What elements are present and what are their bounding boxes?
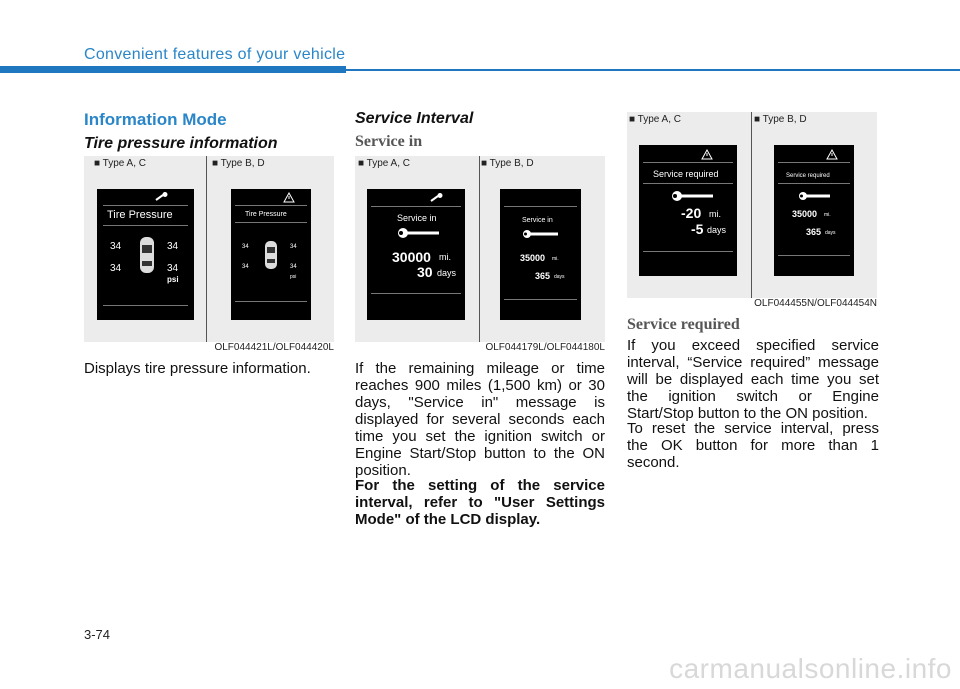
figure-divider: [751, 112, 752, 298]
pressure-unit: psi: [167, 275, 179, 284]
figure-caption: OLF044421L/OLF044420L: [214, 342, 334, 353]
figure-divider: [479, 156, 480, 342]
tire-rr-value: 34: [290, 264, 297, 270]
screen-title: Tire Pressure: [107, 209, 173, 221]
tire-fr-value: 34: [167, 241, 179, 252]
pressure-unit: psi: [290, 274, 297, 280]
service-in-heading: Service in: [355, 133, 423, 150]
service-miles-unit: mi.: [439, 252, 451, 262]
tire-pressure-figure: [84, 156, 334, 342]
service-days-unit: days: [437, 268, 457, 278]
tire-fl-value: 34: [110, 241, 122, 252]
wrench-icon: [430, 193, 444, 203]
information-mode-heading: Information Mode: [84, 110, 227, 129]
service-required-heading: Service required: [627, 316, 740, 333]
warning-triangle-icon: [826, 149, 838, 160]
type-bd-label: ■ Type B, D: [481, 158, 534, 169]
type-ac-label: ■ Type A, C: [629, 114, 681, 125]
tire-fr-value: 34: [290, 244, 297, 250]
service-miles-unit: mi.: [552, 256, 559, 262]
service-required-screen-bd: [774, 145, 854, 276]
service-days-value: 365: [806, 227, 822, 237]
service-days-unit: days: [554, 274, 565, 280]
service-days-value: 365: [535, 271, 551, 281]
service-required-figure: [627, 112, 877, 298]
service-miles-unit: mi.: [709, 209, 721, 219]
tire-rr-value: 34: [167, 263, 179, 274]
service-miles-unit: mi.: [824, 212, 831, 218]
screen-title: Service required: [786, 173, 830, 179]
figure-caption: OLF044455N/OLF044454N: [754, 298, 877, 309]
service-in-screen-ac: [367, 189, 465, 320]
service-miles-value: -20: [681, 205, 702, 221]
type-ac-label: ■ Type A, C: [94, 158, 146, 169]
wrench-icon: [522, 229, 560, 239]
page-number: 3-74: [84, 627, 111, 642]
tire-pressure-description: Displays tire pressure information.: [84, 360, 311, 377]
screen-title: Service required: [653, 169, 719, 179]
figure-divider: [206, 156, 207, 342]
service-miles-value: 35000: [792, 209, 818, 219]
warning-triangle-icon: [283, 192, 295, 203]
service-required-screen-ac: [639, 145, 737, 276]
warning-triangle-icon: [701, 149, 713, 160]
service-interval-note: For the setting of the service interval, refer to "User Settings Mode" of the LCD display.: [355, 477, 605, 528]
tire-pressure-screen-ac: [97, 189, 194, 320]
tire-pressure-screen-bd: [231, 189, 311, 320]
service-miles-value: 30000: [392, 249, 431, 265]
service-interval-heading: Service Interval: [355, 110, 474, 127]
screen-title: Service in: [522, 217, 553, 224]
header-bar: [0, 66, 346, 73]
screen-title: Service in: [397, 213, 437, 223]
screen-title: Tire Pressure: [245, 211, 287, 218]
tire-rl-value: 34: [242, 264, 249, 270]
wrench-icon: [671, 190, 715, 202]
type-bd-label: ■ Type B, D: [212, 158, 265, 169]
service-reset-paragraph: To reset the service interval, press the OK button for more than 1 second.: [627, 420, 879, 471]
figure-caption: OLF044179L/OLF044180L: [485, 342, 605, 353]
car-top-view-icon: [263, 239, 279, 271]
service-days-value: -5: [691, 221, 704, 237]
service-days-value: 30: [417, 264, 433, 280]
wrench-icon: [397, 227, 441, 239]
tire-rl-value: 34: [110, 263, 122, 274]
service-in-screen-bd: [500, 189, 581, 320]
wrench-icon: [798, 191, 832, 201]
service-in-figure: [355, 156, 605, 342]
wrench-icon: [155, 192, 169, 202]
service-in-paragraph: If the remaining mileage or time reaches 900 miles (1,500 km) or 30 days, "Service in" message is displayed for several seconds each time you set the ignition switch or Engine Start/Stop button to the ON position.: [355, 360, 605, 479]
service-days-unit: days: [825, 230, 836, 236]
type-ac-label: ■ Type A, C: [358, 158, 410, 169]
service-miles-value: 35000: [520, 253, 546, 263]
section-title: Convenient features of your vehicle: [84, 46, 346, 63]
header-rule: [346, 69, 960, 71]
tire-fl-value: 34: [242, 244, 249, 250]
service-days-unit: days: [707, 225, 727, 235]
tire-pressure-heading: Tire pressure information: [84, 135, 278, 152]
watermark: carmanualsonline.info: [669, 653, 952, 684]
service-required-paragraph: If you exceed specified service interval, “Service required” message will be displayed each time you set the ignition switch or Engine Start/Stop button to the ON position.: [627, 337, 879, 422]
type-bd-label: ■ Type B, D: [754, 114, 807, 125]
car-top-view-icon: [137, 235, 157, 275]
